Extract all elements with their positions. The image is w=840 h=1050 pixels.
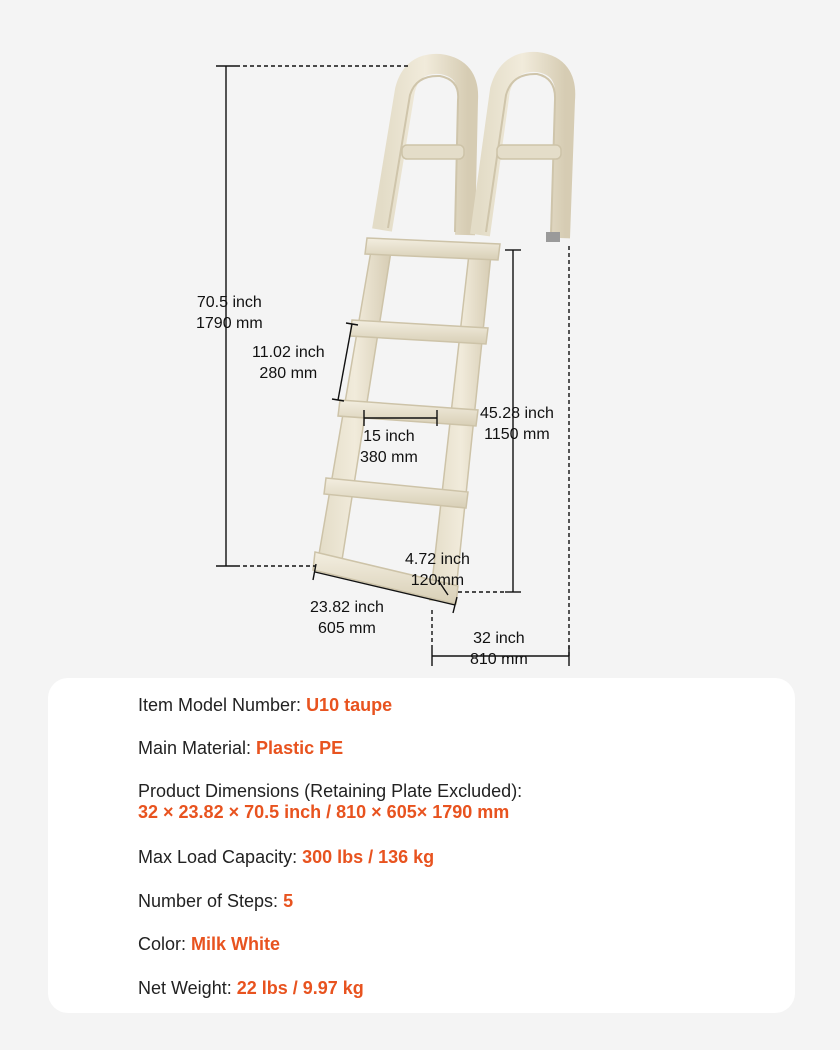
left-handle (382, 64, 468, 235)
spec-value: 22 lbs / 9.97 kg (236, 978, 364, 998)
spec-value: 32 × 23.82 × 70.5 inch / 810 × 605× 1790 mm (138, 802, 510, 822)
dim-base-depth (405, 549, 470, 591)
dim-base-width-mm: 605 mm (318, 620, 376, 637)
dim-total-depth-inch: 32 inch (473, 630, 525, 647)
spec-value: 300 lbs / 136 kg (302, 847, 435, 867)
dim-base-depth-inch: 4.72 inch (405, 551, 470, 568)
spec-value: U10 taupe (306, 695, 393, 715)
dim-front-height-mm: 1150 mm (484, 426, 550, 443)
dim-step-spacing-mm: 280 mm (259, 365, 318, 382)
spec-steps (138, 891, 293, 912)
spec-dimensions (138, 781, 522, 823)
dim-total-depth-mm: 810 mm (470, 651, 528, 668)
spec-label: Color: (138, 934, 192, 954)
spec-label: Max Load Capacity: (138, 847, 303, 867)
dim-step-width-inch: 15 inch (363, 428, 415, 445)
dim-front-height (480, 403, 554, 445)
spec-card (48, 678, 795, 1013)
dim-total-height-inch: 70.5 inch (196, 294, 262, 311)
spec-value: 5 (283, 891, 294, 911)
dim-base-width (310, 597, 384, 639)
spec-value: Plastic PE (256, 738, 344, 758)
spec-model-number (138, 695, 392, 716)
spec-label: Number of Steps: (138, 891, 284, 911)
spec-label: Product Dimensions (Retaining Plate Excluded): (138, 781, 523, 801)
dim-total-depth (470, 628, 528, 670)
spec-color (138, 934, 280, 955)
dim-step-width-mm: 380 mm (360, 449, 418, 466)
dim-base-width-inch: 23.82 inch (310, 599, 384, 616)
dim-base-depth-mm: 120mm (410, 572, 465, 589)
spec-value: Milk White (191, 934, 281, 954)
spec-label: Main Material: (138, 738, 257, 758)
dim-step-spacing-inch: 11.02 inch (252, 344, 325, 361)
spec-material (138, 738, 343, 759)
spec-label: Net Weight: (138, 978, 237, 998)
spec-max-load (138, 847, 434, 868)
dim-step-spacing (252, 342, 325, 384)
right-handle (480, 62, 565, 242)
dim-total-height (196, 292, 263, 334)
dim-total-height-mm: 1790 mm (196, 315, 263, 332)
dim-step-width (360, 426, 418, 468)
spec-label: Item Model Number: (138, 695, 307, 715)
spec-net-weight (138, 978, 364, 999)
dim-front-height-inch: 45.28 inch (480, 405, 554, 422)
